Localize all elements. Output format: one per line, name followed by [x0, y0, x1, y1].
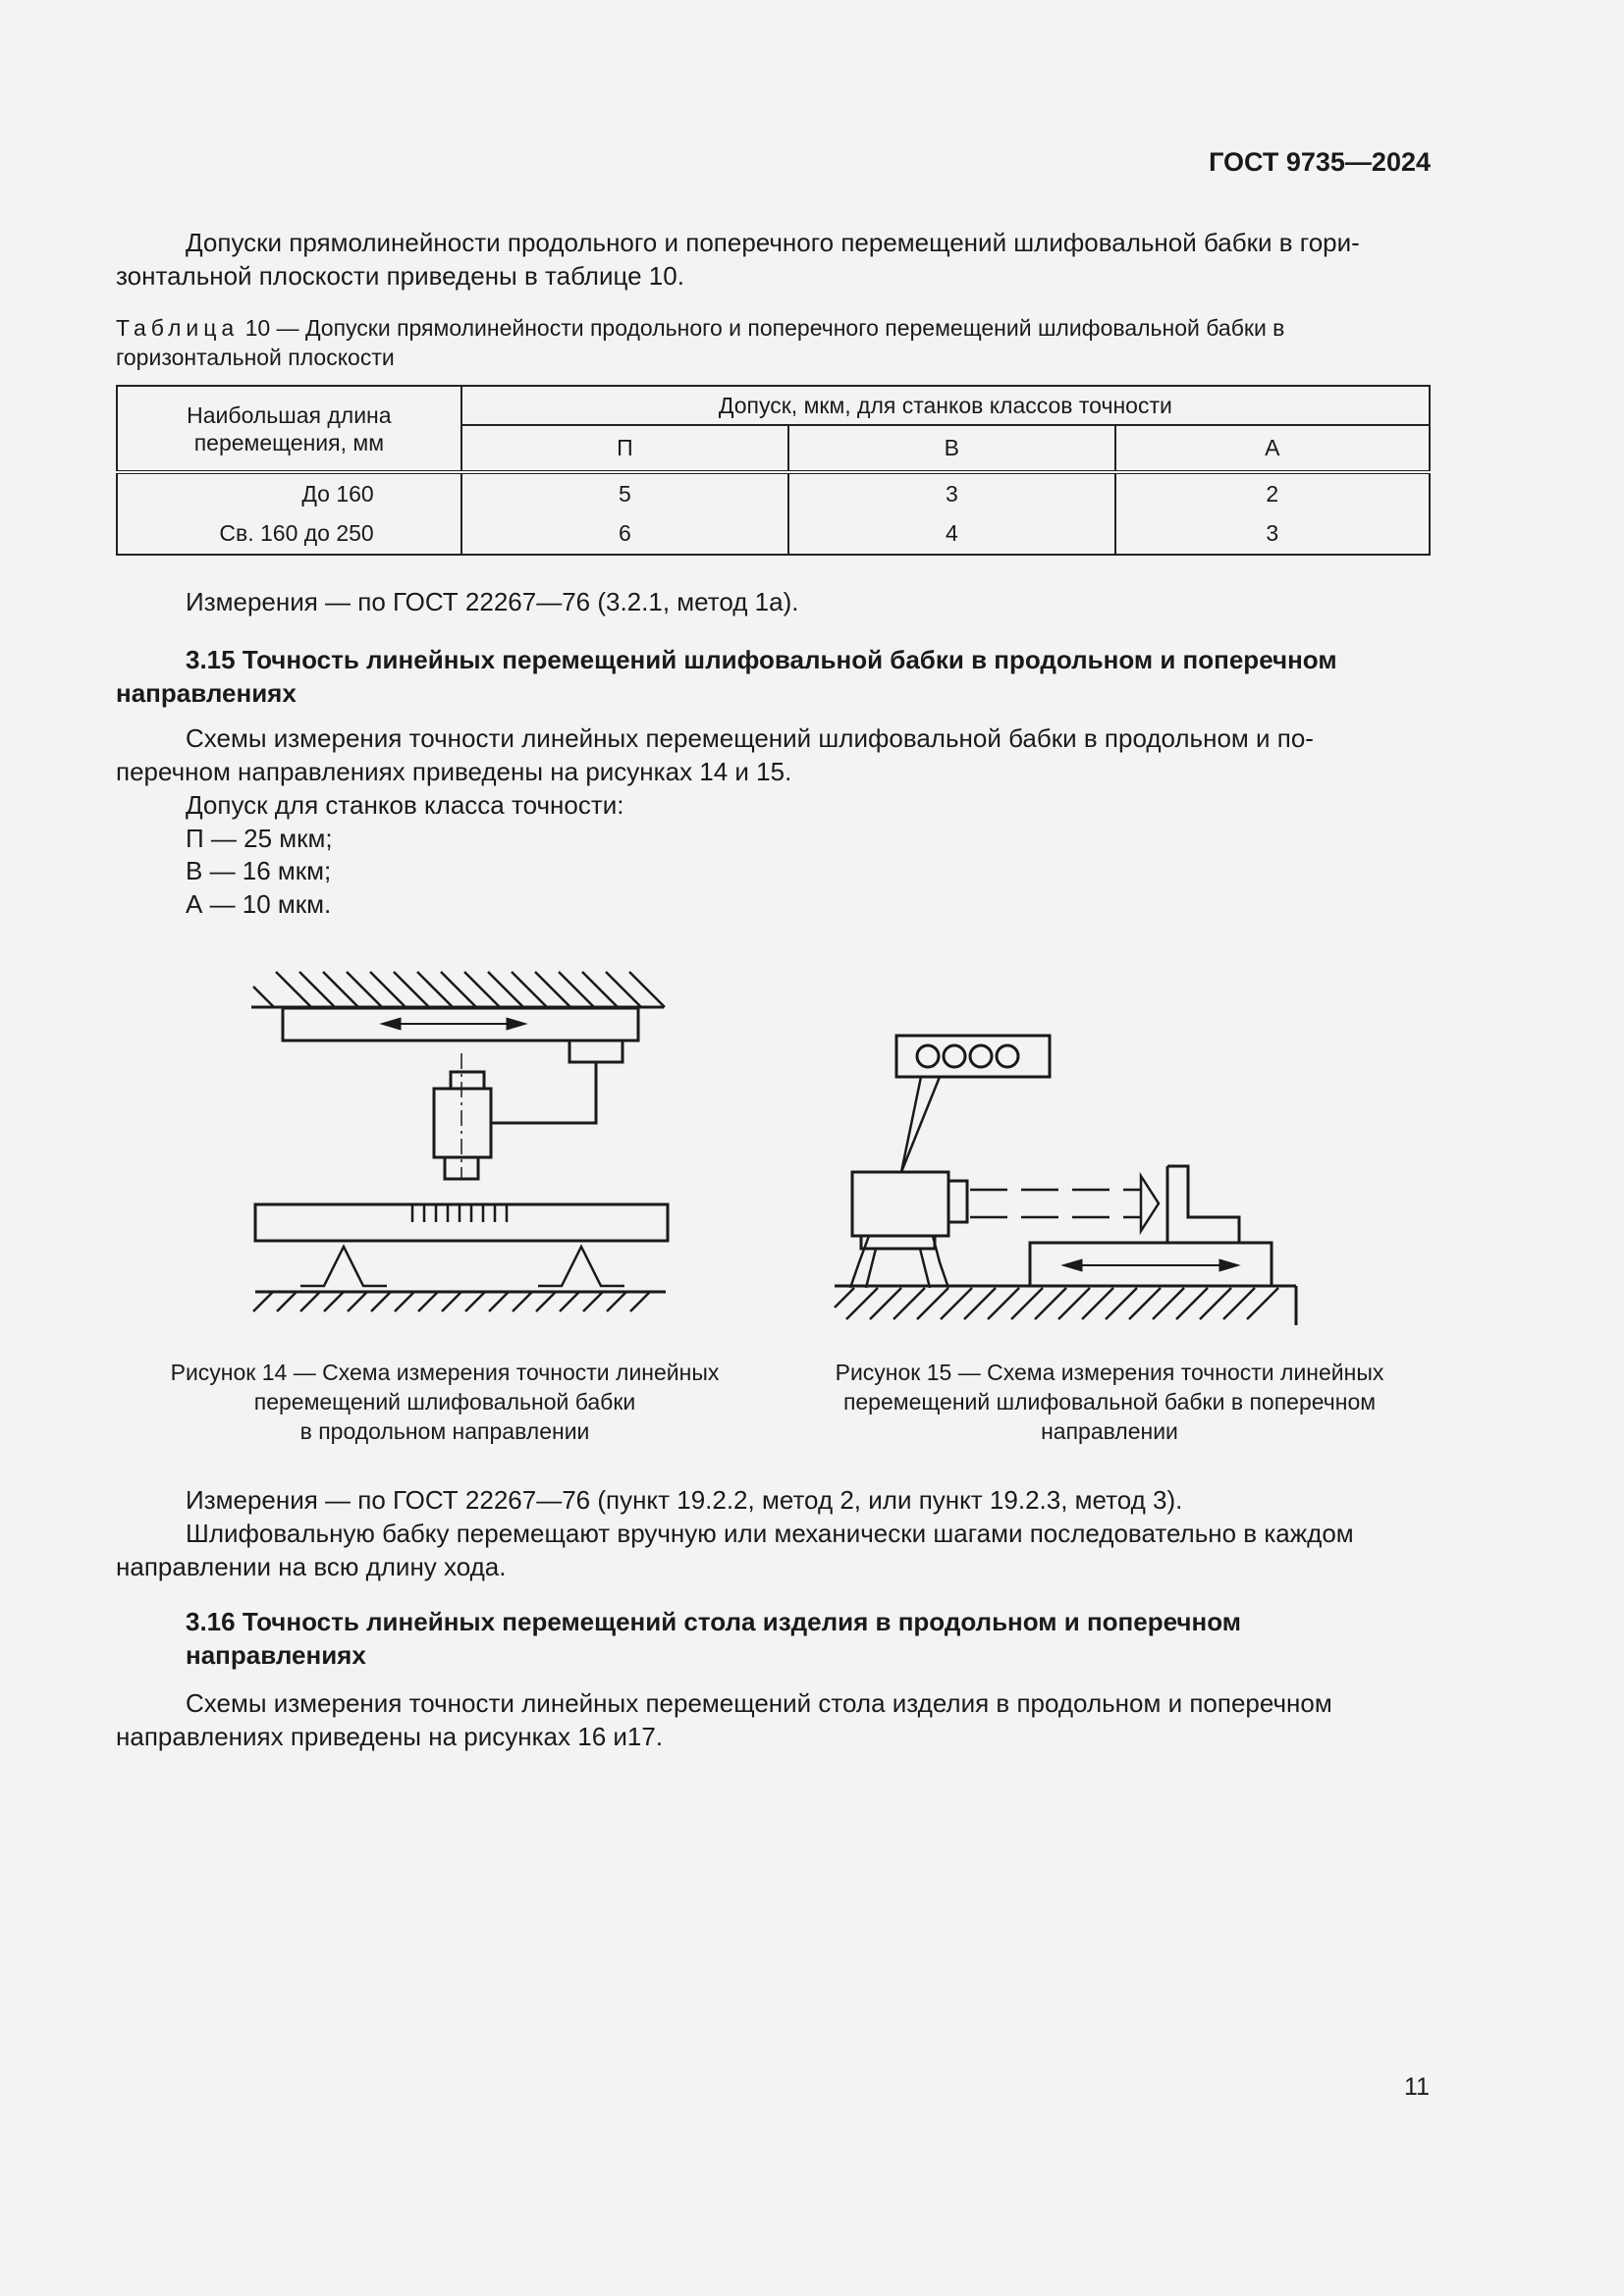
indicator-top: [451, 1072, 484, 1089]
table-caption-line-2: горизонтальной плоскости: [116, 345, 395, 370]
support-right: [538, 1247, 624, 1286]
class-header-a: А: [1115, 425, 1430, 472]
row-value: 4: [788, 513, 1114, 555]
figure-15-diagram: [825, 1021, 1316, 1335]
class-header-v: В: [788, 425, 1114, 472]
page-number: 11: [1404, 2073, 1430, 2101]
table-caption-label: Таблица: [116, 315, 240, 341]
tolerance-item: В — 16 мкм;: [186, 856, 332, 885]
measurement-note-1: Измерения — по ГОСТ 22267—76 (3.2.1, метод 1а).: [186, 587, 799, 616]
arrow-right-icon: [507, 1018, 526, 1030]
arrow-right-icon: [1219, 1259, 1239, 1271]
intro-paragraph: [116, 226, 1430, 293]
arrow-left-icon: [1062, 1259, 1082, 1271]
row-value: 2: [1115, 472, 1430, 513]
tolerance-intro: Допуск для станков класса точности:: [186, 790, 624, 820]
top-hatching: [253, 972, 665, 1007]
display-indicator: [997, 1045, 1018, 1067]
reflector-bracket: [1167, 1166, 1239, 1243]
row-value: 3: [788, 472, 1114, 513]
support-left: [300, 1247, 387, 1286]
display-indicator: [970, 1045, 992, 1067]
class-header-p: П: [461, 425, 788, 472]
section-3-15-paragraph: Схемы измерения точности линейных перемещений шлифовальной бабки в продольном и по- перечном направлениях приведены на рисунках 14 и 15.: [116, 723, 1314, 786]
figure-15-caption: Рисунок 15 — Схема измерения точности линейных перемещений шлифовальной бабки в поперечном направлении: [835, 1360, 1384, 1444]
row-value: 3: [1115, 513, 1430, 555]
col-tolerance-header: Допуск, мкм, для станков классов точности: [461, 386, 1430, 425]
row-length: Св. 160 до 250: [117, 513, 461, 555]
row-length: До 160: [117, 472, 461, 513]
table-10-caption: [116, 313, 1430, 372]
display-unit: [896, 1036, 1050, 1077]
reflector-prism: [1141, 1176, 1159, 1231]
display-indicator: [917, 1045, 939, 1067]
sensor-block: [569, 1041, 623, 1062]
laser-lens: [948, 1181, 967, 1222]
table-caption-rest: 10 — Допуски прямолинейности продольного и поперечного перемещений шлифовальной бабки в: [239, 315, 1285, 341]
document-header: ГОСТ 9735—2024: [1209, 147, 1431, 177]
intro-line-2: зонтальной плоскости приведены в таблице 10.: [116, 261, 684, 291]
arrow-left-icon: [381, 1018, 401, 1030]
figure-14-caption: Рисунок 14 — Схема измерения точности линейных перемещений шлифовальной бабки в продольном направлении: [170, 1360, 720, 1444]
base-hatching: [253, 1292, 650, 1311]
base-hatching: [835, 1288, 1278, 1319]
sensor-cable: [491, 1062, 596, 1123]
scale-ticks: [412, 1204, 507, 1222]
tolerance-item: А — 10 мкм.: [186, 889, 332, 919]
table-row: [117, 472, 1430, 513]
tolerance-table-10: [116, 385, 1431, 556]
tripod-head: [861, 1236, 935, 1249]
col-length-header: Наибольшая длина перемещения, мм: [117, 386, 461, 472]
section-3-16-title: 3.16 Точность линейных перемещений стола изделия в продольном и поперечном направлениях: [186, 1607, 1241, 1670]
section-3-15-title: 3.15 Точность линейных перемещений шлифовальной бабки в продольном и поперечном направлениях: [116, 645, 1337, 708]
reference-scale: [255, 1204, 668, 1241]
section-3-16-paragraph: Схемы измерения точности линейных перемещений стола изделия в продольном и поперечном направлениях приведены на рисунках 16 и17.: [116, 1688, 1332, 1751]
row-value: 6: [461, 513, 788, 555]
table-row: [117, 513, 1430, 555]
row-value: 5: [461, 472, 788, 513]
measurement-note-2: Измерения — по ГОСТ 22267—76 (пункт 19.2.2, метод 2, или пункт 19.2.3, метод 3). Шлифовальную бабку перемещают вручную или механически шагами последовательно в каждом направлении на всю длину хода.: [116, 1485, 1354, 1581]
display-indicator: [944, 1045, 965, 1067]
instrument-cable: [901, 1077, 940, 1172]
intro-line-1: Допуски прямолинейности продольного и поперечного перемещений шлифовальной бабки в гори-: [186, 228, 1360, 257]
indicator-body: [434, 1089, 491, 1157]
figure-14-diagram: [245, 962, 677, 1335]
tolerance-item: П — 25 мкм;: [186, 824, 333, 853]
laser-head: [852, 1172, 948, 1236]
